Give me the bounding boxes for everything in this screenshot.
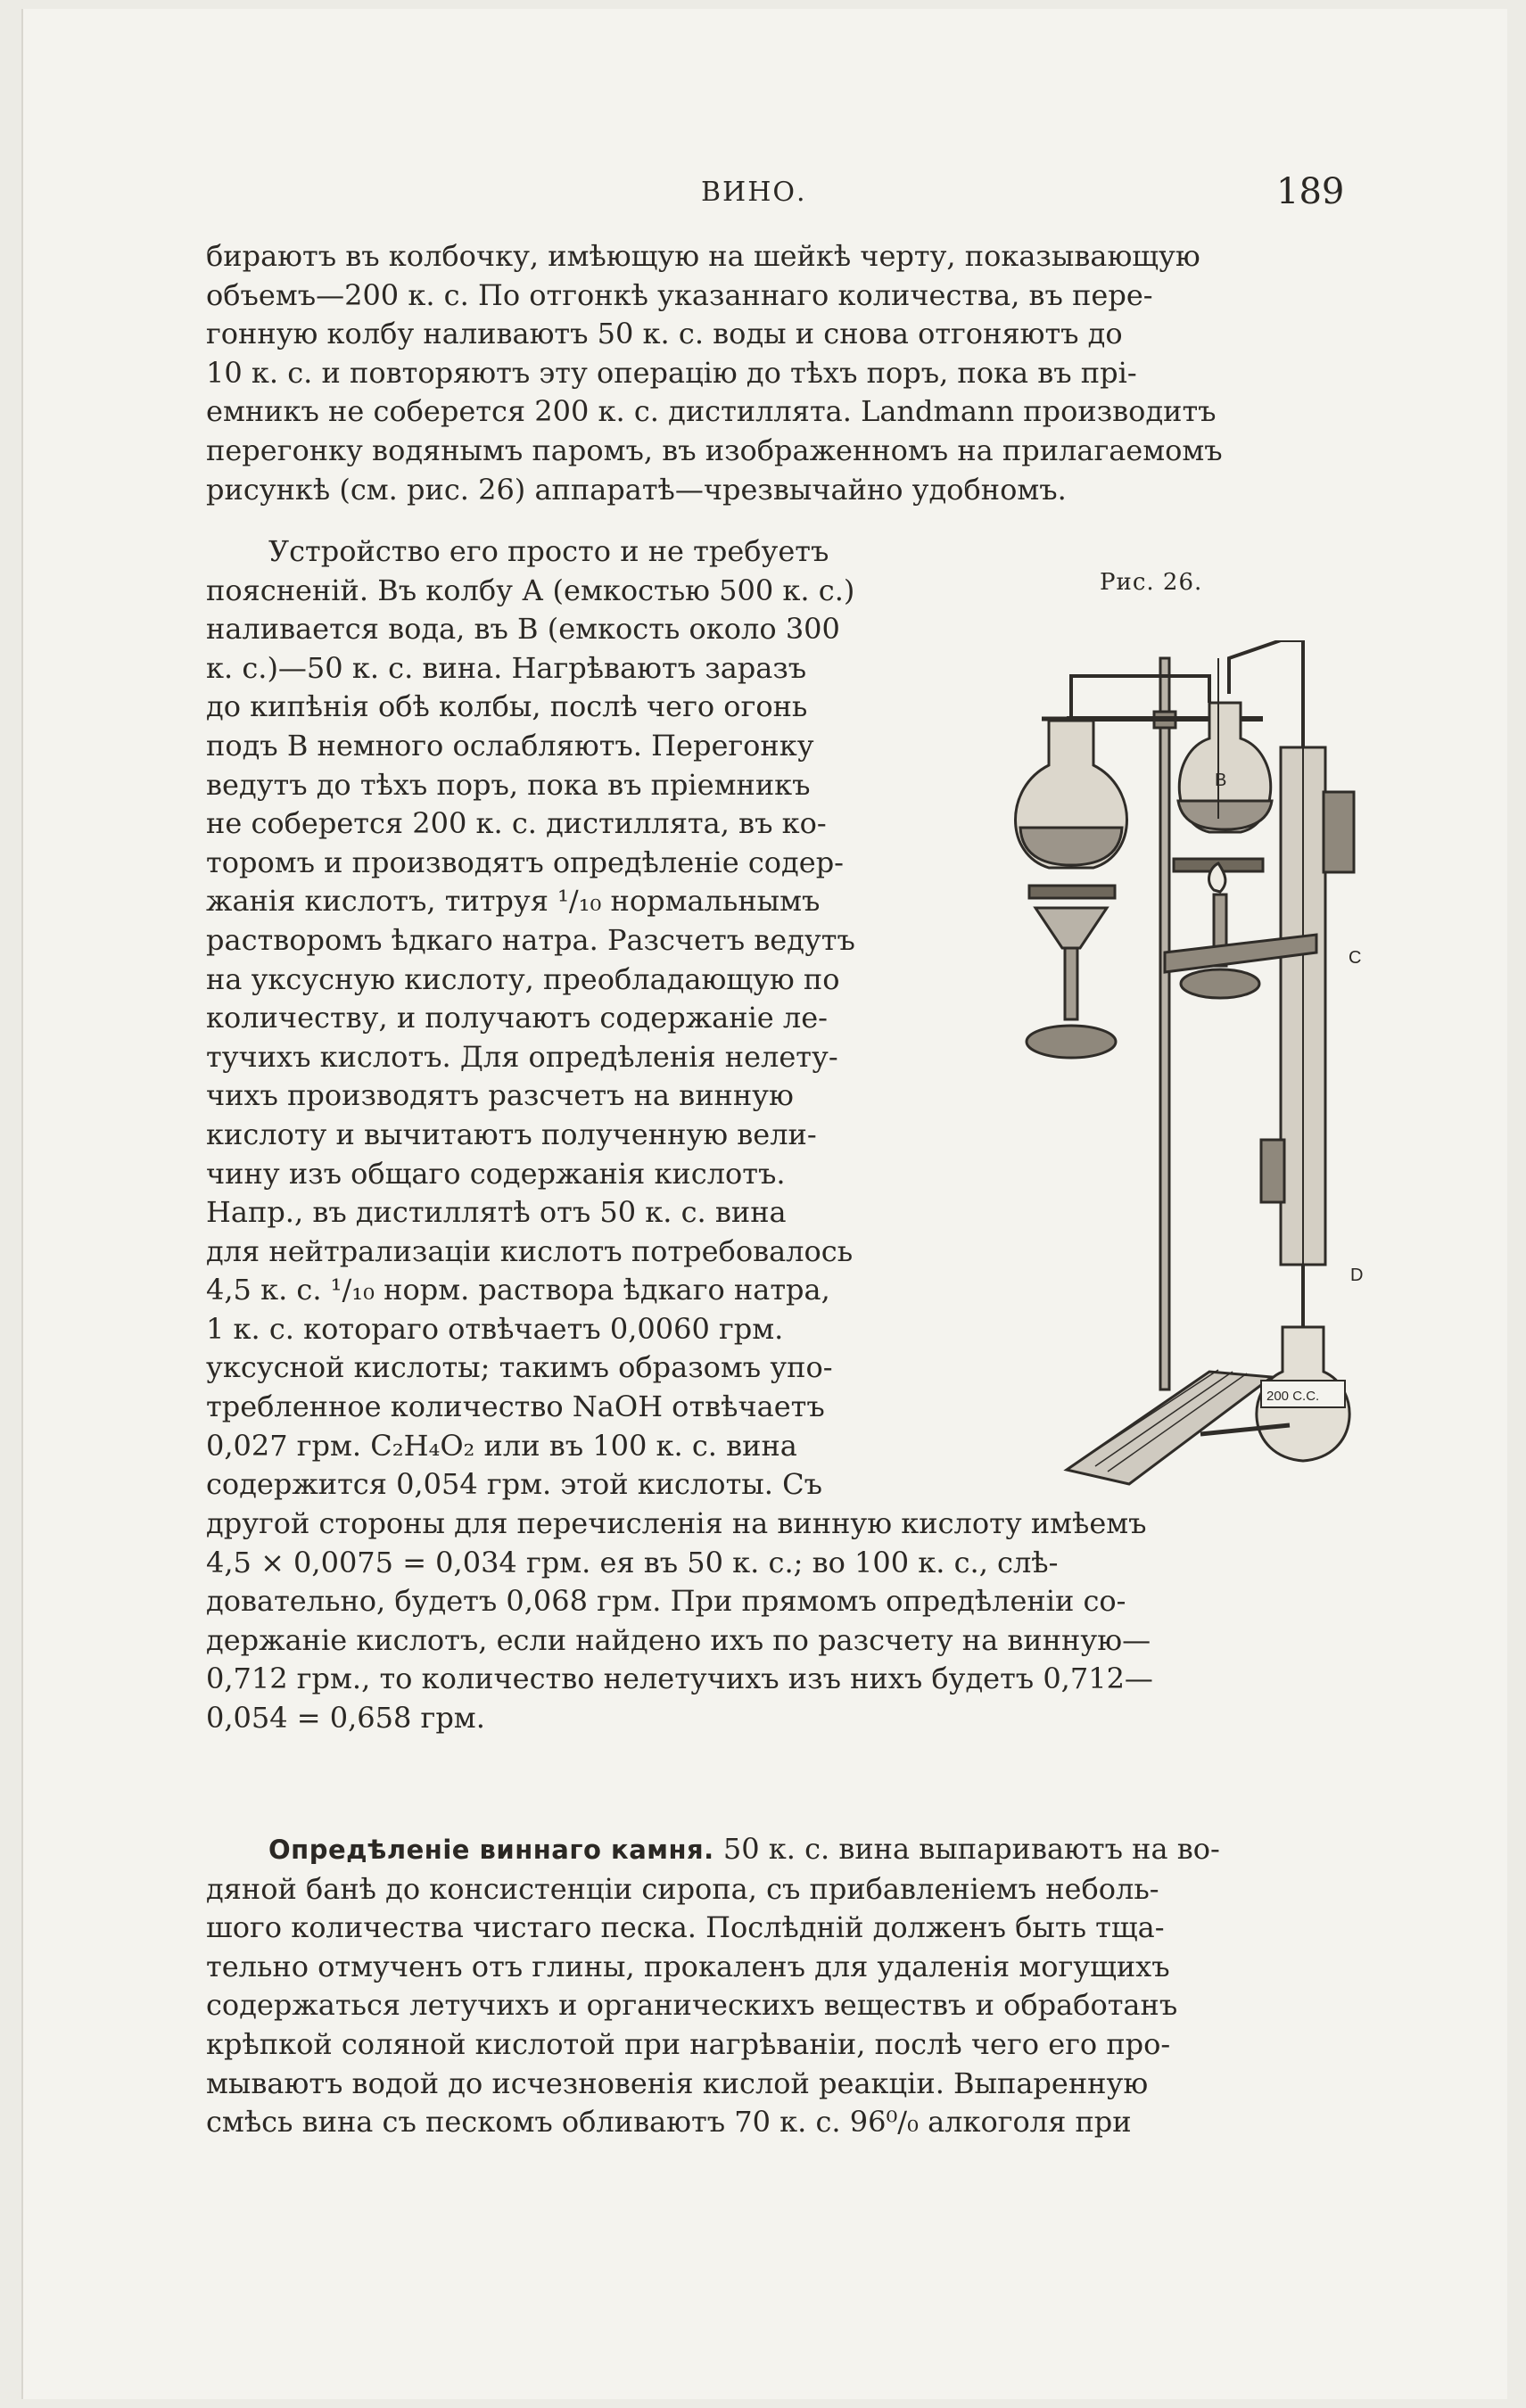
text-line: объемъ—200 к. с. По отгонкѣ указаннаго количества, въ пере- xyxy=(206,277,1153,312)
label-flask-volume: 200 C.C. xyxy=(1266,1389,1320,1404)
distillation-apparatus-figure xyxy=(995,640,1370,1497)
text-line: смѣсь вина съ пескомъ обливаютъ 70 к. с. 96⁰/₀ алкоголя при xyxy=(206,2105,1132,2140)
text-line: не соберется 200 к. с. дистиллята, въ ко- xyxy=(206,806,827,841)
text-line: довательно, будетъ 0,068 грм. При прямомъ опредѣленіи со- xyxy=(206,1584,1126,1619)
text-line: перегонку водянымъ паромъ, въ изображенномъ на прилагаемомъ xyxy=(206,433,1223,467)
text-line: тучихъ кислотъ. Для опредѣленія нелету- xyxy=(206,1039,838,1074)
label-b: B xyxy=(1215,771,1227,790)
text-line: содержится 0,054 грм. этой кислоты. Съ xyxy=(206,1467,822,1502)
text-line: чихъ производятъ разсчетъ на винную xyxy=(206,1078,794,1113)
text-line: количеству, и получаютъ содержаніе ле- xyxy=(206,1001,828,1035)
text-line: к. с.)—50 к. с. вина. Нагрѣваютъ заразъ xyxy=(206,650,807,685)
text-line: 0,712 грм., то количество нелетучихъ изъ нихъ будетъ 0,712— xyxy=(206,1662,1153,1696)
text-line: крѣпкой соляной кислотой при нагрѣваніи, послѣ чего его про- xyxy=(206,2026,1171,2061)
text-line: дяной банѣ до консистенціи сиропа, съ прибавленіемъ неболь- xyxy=(206,1871,1159,1906)
book-page xyxy=(21,9,1507,2399)
text-line: ведутъ до тѣхъ поръ, пока въ пріемникъ xyxy=(206,767,811,802)
text-line: для нейтрализаціи кислотъ потребовалось xyxy=(206,1233,854,1268)
text-line: другой стороны для перечисленія на винную кислоту имѣемъ xyxy=(206,1506,1147,1540)
text-line: жанія кислотъ, титруя ¹/₁₀ нормальнымъ xyxy=(206,884,821,919)
stand-rod xyxy=(1160,658,1169,1390)
heading-line-rest: 50 к. с. вина выпариваютъ на во- xyxy=(722,1832,1220,1866)
burner-a-icon xyxy=(1027,886,1116,1058)
burner-b-icon xyxy=(1174,859,1263,998)
figure-caption: Рис. 26. xyxy=(1100,569,1203,596)
flask-b-icon xyxy=(1178,658,1272,832)
text-line: емникъ не соберется 200 к. с. дистиллята. Landmann производитъ xyxy=(206,394,1217,429)
text-line: кислоту и вычитаютъ полученную вели- xyxy=(206,1117,817,1151)
paragraph-2-narrow xyxy=(206,532,977,1505)
page-number: 189 xyxy=(1276,171,1345,212)
text-line: требленное количество NaOH отвѣчаетъ xyxy=(206,1390,825,1424)
text-line: шого количества чистаго песка. Послѣдній долженъ быть тща- xyxy=(206,1910,1165,1945)
text-line: 0,027 грм. C₂H₄O₂ или въ 100 к. с. вина xyxy=(206,1428,797,1463)
text-line: чину изъ общаго содержанія кислотъ. xyxy=(206,1156,786,1191)
section-heading: Опредѣленіе виннаго камня. xyxy=(268,1835,714,1865)
text-line: бираютъ въ колбочку, имѣющую на шейкѣ черту, показывающую xyxy=(206,239,1200,273)
text-line: Устройство его просто и не требуетъ xyxy=(268,534,829,568)
label-c: C xyxy=(1349,948,1362,968)
text-line: 4,5 к. с. ¹/₁₀ норм. раствора ѣдкаго натра, xyxy=(206,1273,830,1307)
paragraph-1 xyxy=(206,237,1365,509)
page-header xyxy=(23,171,1507,219)
flask-a-icon xyxy=(1016,719,1127,868)
text-line: подъ В немного ослабляютъ. Перегонку xyxy=(206,728,814,763)
text-line: тельно отмученъ отъ глины, прокаленъ для удаленія могущихъ xyxy=(206,1949,1170,1983)
text-line: мываютъ водой до исчезновенія кислой реакціи. Выпаренную xyxy=(206,2066,1149,2100)
text-line: 4,5 × 0,0075 = 0,034 грм. ея въ 50 к. с.; во 100 к. с., слѣ- xyxy=(206,1545,1059,1579)
text-line: 10 к. с. и повторяютъ эту операцію до тѣхъ поръ, пока въ прі- xyxy=(206,355,1137,390)
text-line: содержаться летучихъ и органическихъ веществъ и обработанъ xyxy=(206,1988,1178,2023)
text-line: 0,054 = 0,658 грм. xyxy=(206,1700,485,1735)
condenser-icon xyxy=(1261,747,1354,1327)
text-line: рисункѣ (см. рис. 26) аппаратѣ—чрезвычайно удобномъ. xyxy=(206,472,1067,507)
paragraph-3 xyxy=(206,1830,1365,2142)
text-line: уксусной кислоты; такимъ образомъ упо- xyxy=(206,1350,833,1385)
text-line xyxy=(206,1830,1365,1870)
running-title: ВИНО. xyxy=(701,177,807,208)
text-line: торомъ и производятъ опредѣленіе содер- xyxy=(206,845,844,879)
paragraph-2-continued xyxy=(206,1505,1365,1738)
text-line: до кипѣнія обѣ колбы, послѣ чего огонь xyxy=(206,689,808,724)
label-d: D xyxy=(1350,1266,1364,1285)
text-line: на уксусную кислоту, преобладающую по xyxy=(206,961,840,996)
text-line: растворомъ ѣдкаго натра. Разсчетъ ведутъ xyxy=(206,922,855,957)
text-line: держаніе кислотъ, если найдено ихъ по разсчету на винную— xyxy=(206,1622,1151,1657)
text-line: поясненій. Въ колбу А (емкостью 500 к. с.) xyxy=(206,573,855,607)
text-line: 1 к. с. котораго отвѣчаетъ 0,0060 грм. xyxy=(206,1311,784,1346)
text-line: Напр., въ дистиллятѣ отъ 50 к. с. вина xyxy=(206,1195,787,1230)
text-line: гонную колбу наливаютъ 50 к. с. воды и снова отгоняютъ до xyxy=(206,317,1123,351)
text-line: наливается вода, въ В (емкость около 300 xyxy=(206,612,840,647)
